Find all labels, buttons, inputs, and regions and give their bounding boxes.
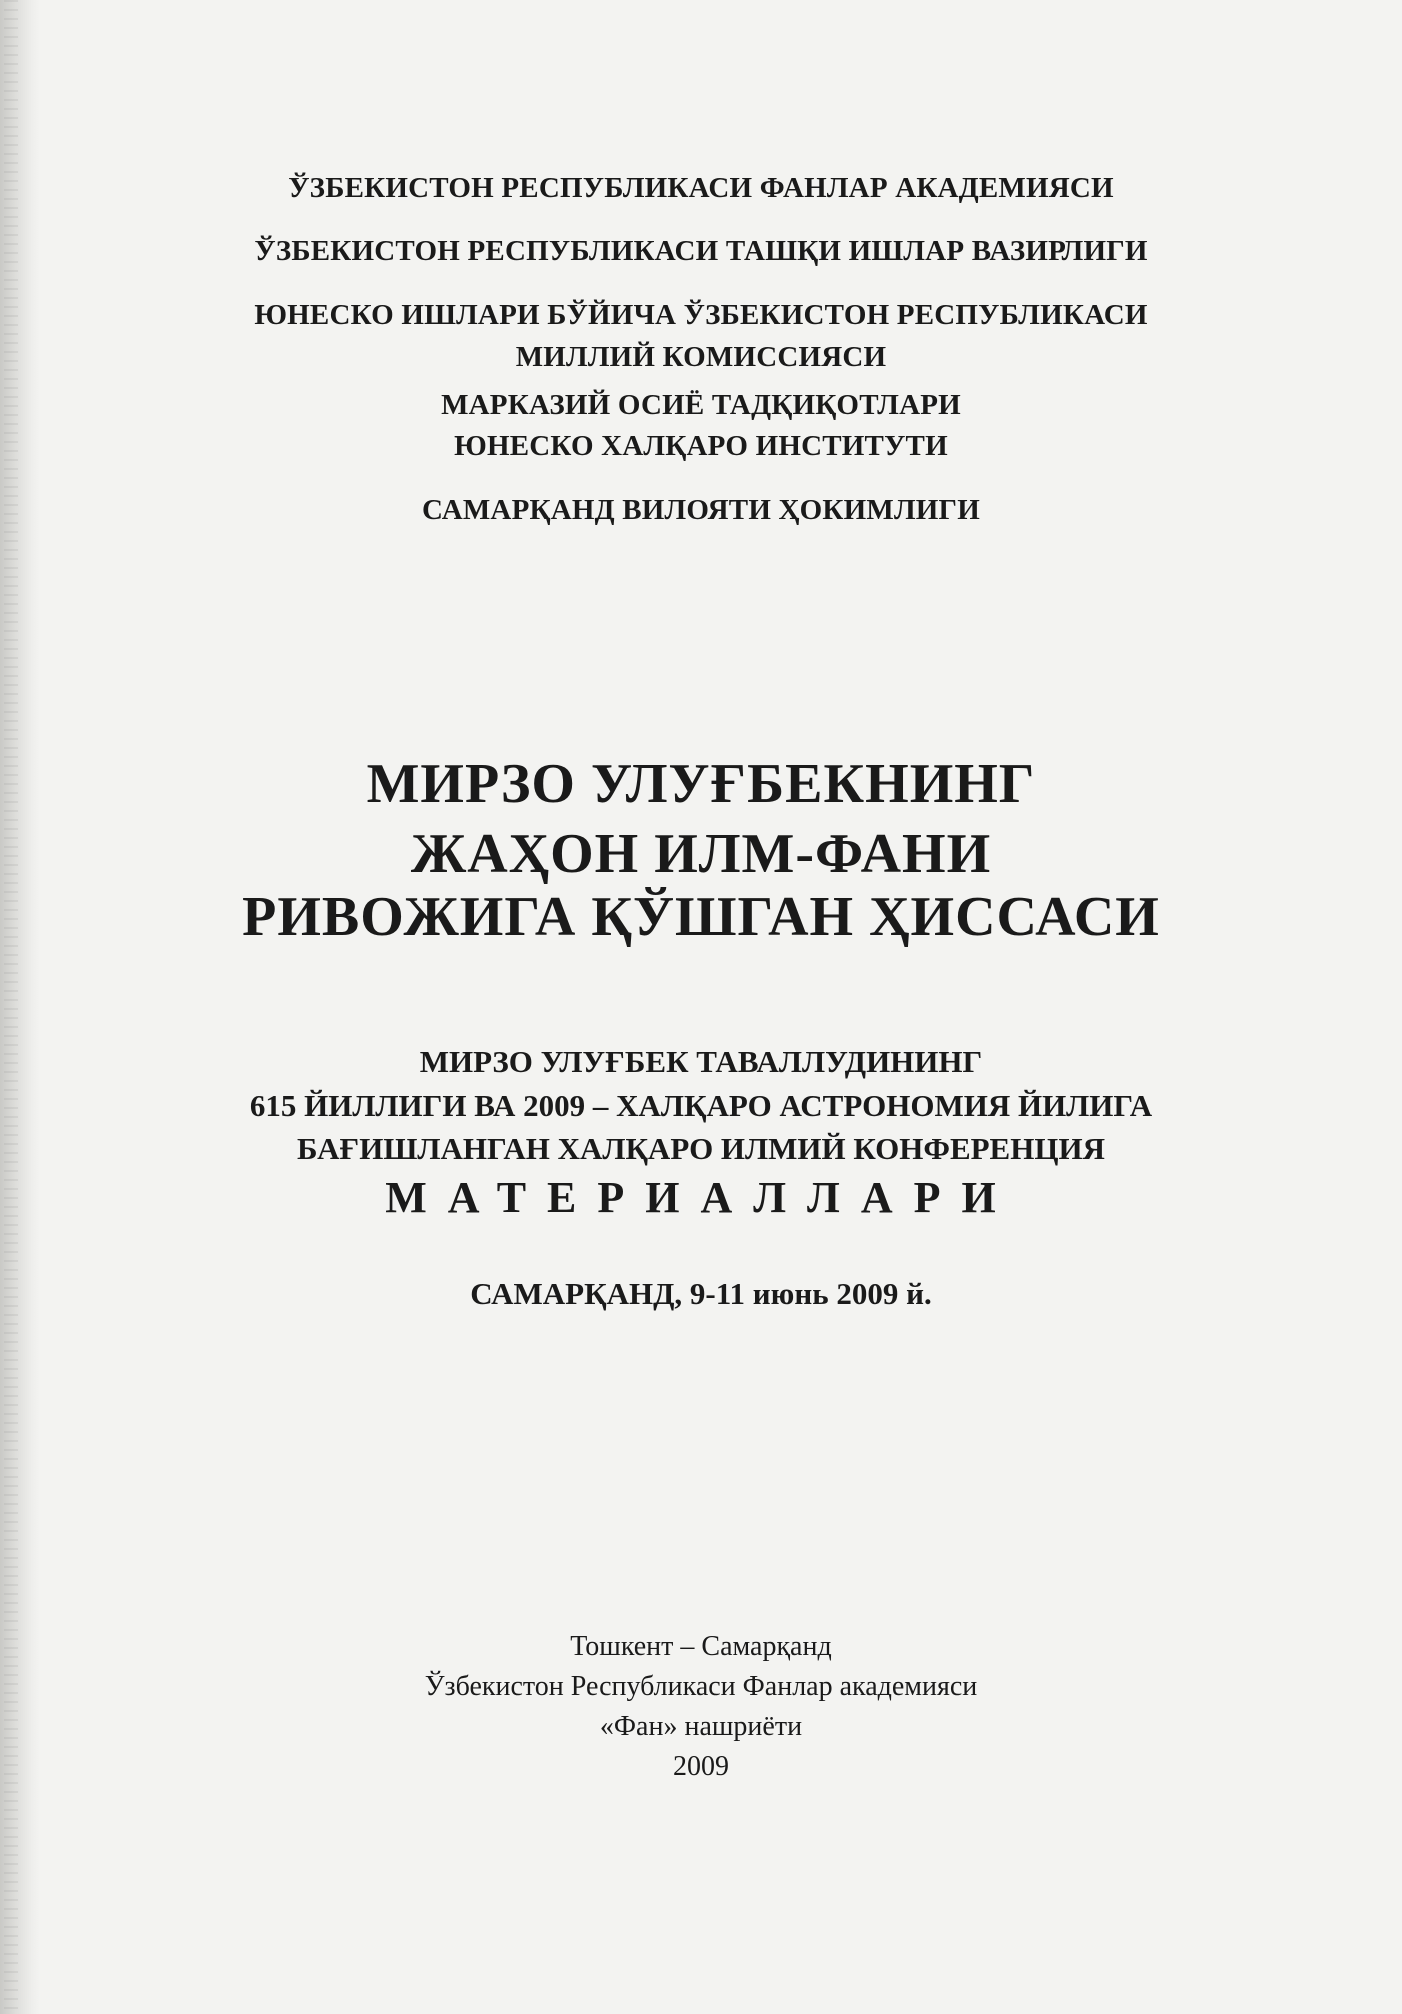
materials-label: МАТЕРИАЛЛАРИ (385, 1173, 1017, 1222)
book-title-line-2: ЖАҲОН ИЛМ-ФАНИ (410, 823, 992, 885)
book-title-line-3: РИВОЖИГА ҚЎШГАН ҲИССАСИ (242, 886, 1160, 948)
org-line-2: ЎЗБЕКИСТОН РЕСПУБЛИКАСИ ТАШҚИ ИШЛАР ВАЗИРЛИГИ (254, 235, 1148, 267)
org-line-4: МИЛЛИЙ КОМИССИЯСИ (515, 341, 887, 373)
conference-dateline: САМАРҚАНД, 9-11 июнь 2009 й. (470, 1276, 932, 1311)
book-title-line-1: МИРЗО УЛУҒБЕКНИНГ (366, 753, 1036, 815)
conference-line-2: 615 ЙИЛЛИГИ ВА 2009 – ХАЛҚАРО АСТРОНОМИЯ ЙИЛИГА (249, 1088, 1153, 1123)
publisher-name: «Фан» нашриёти (599, 1711, 803, 1742)
publisher-city: Тошкент – Самарқанд (570, 1631, 832, 1662)
org-line-3: ЮНЕСКО ИШЛАРИ БЎЙИЧА ЎЗБЕКИСТОН РЕСПУБЛИКАСИ (254, 299, 1148, 331)
conference-line-1: МИРЗО УЛУҒБЕК ТАВАЛЛУДИНИНГ (419, 1044, 983, 1079)
org-line-6: ЮНЕСКО ХАЛҚАРО ИНСТИТУТИ (454, 430, 948, 462)
org-line-1: ЎЗБЕКИСТОН РЕСПУБЛИКАСИ ФАНЛАР АКАДЕМИЯСИ (288, 172, 1114, 204)
org-line-7: САМАРҚАНД ВИЛОЯТИ ҲОКИМЛИГИ (422, 494, 980, 526)
org-line-5: МАРКАЗИЙ ОСИЁ ТАДҚИҚОТЛАРИ (441, 389, 961, 421)
conference-line-3: БАҒИШЛАНГАН ХАЛҚАРО ИЛМИЙ КОНФЕРЕНЦИЯ (297, 1131, 1105, 1166)
publication-year: 2009 (673, 1751, 729, 1782)
publisher-academy: Ўзбекистон Республикаси Фанлар академияси (424, 1671, 978, 1702)
